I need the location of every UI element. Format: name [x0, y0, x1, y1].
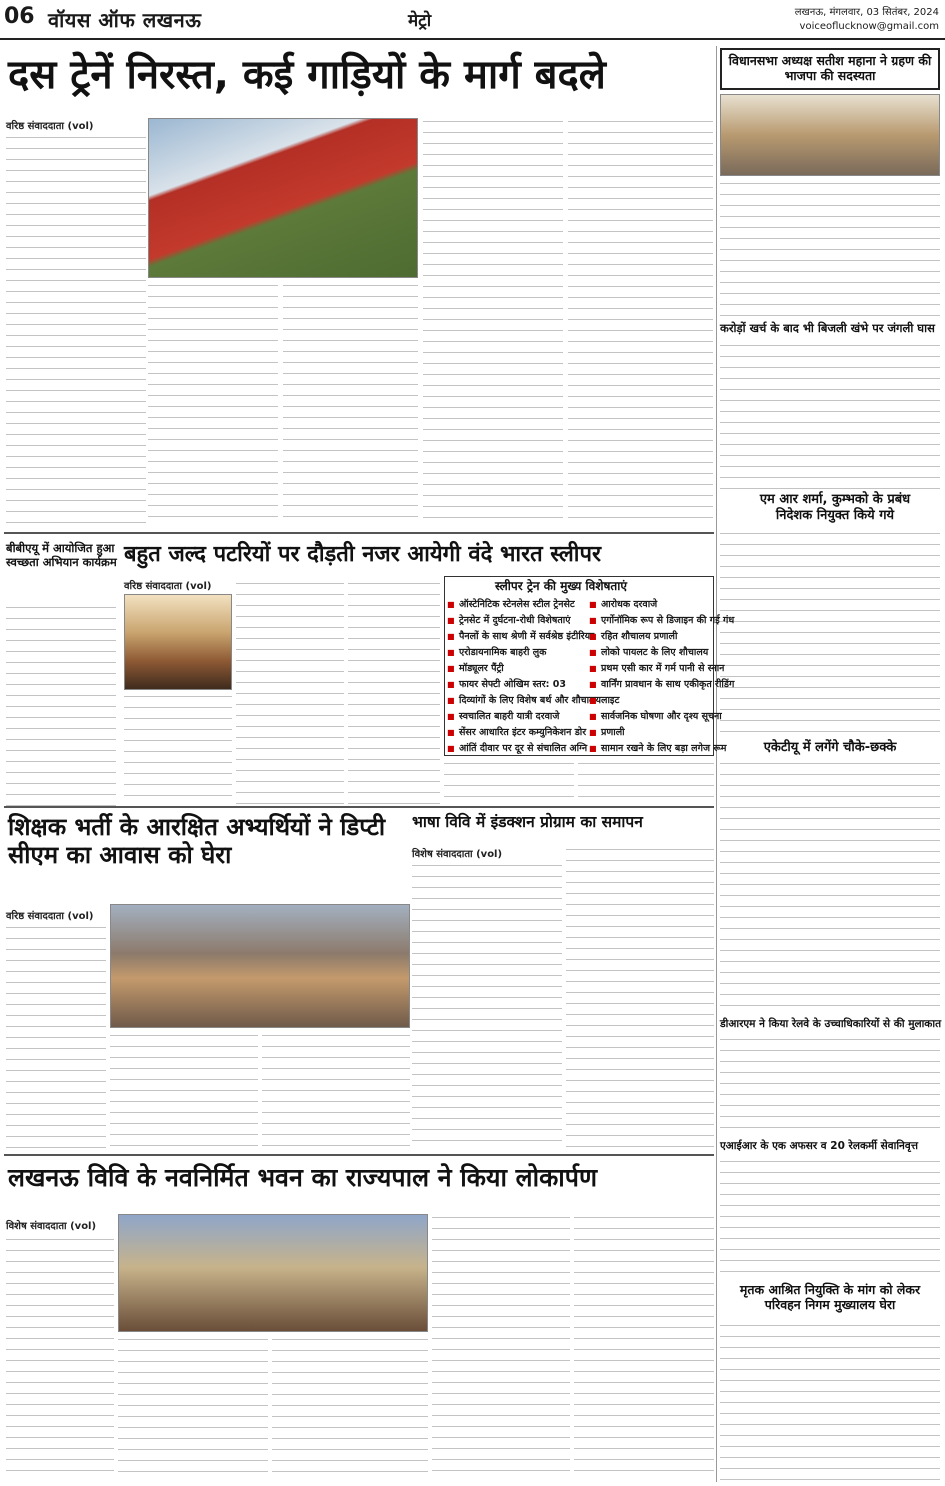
feature-item: ■ ऑस्टेनिटिक स्टेनलेस स्टील ट्रेनसेट [447, 597, 587, 613]
governor-col-2 [118, 1336, 268, 1480]
page-number: 06 [4, 4, 35, 29]
sleeper-photo [124, 594, 232, 690]
feature-item: ■ आंतिं दीवार पर दूर से संचालित अग्नि [447, 741, 587, 757]
vande-col-3 [348, 580, 440, 804]
side-headline-6: मृतक आश्रित नियुक्ति के मांग को लेकर परिवहन निगम मुख्यालय घेरा [739, 1282, 921, 1312]
side-body-1 [720, 342, 940, 490]
lead-col-2 [148, 282, 278, 526]
masthead [0, 0, 945, 40]
teacher-col-1 [6, 924, 106, 1150]
feature-item: ■ ट्रेनसेट में दुर्घटना-रोधी विशेषताएं [447, 613, 587, 629]
teacher-col-2 [110, 1032, 258, 1150]
protest-photo [110, 904, 410, 1028]
feature-item: ■ एरोडायनामिक बाहरी लुक [447, 645, 587, 661]
inauguration-photo [118, 1214, 428, 1332]
train-photo [148, 118, 418, 278]
column-divider [716, 46, 717, 1482]
feature-item: ■ स्वचालित बाहरी यात्री दरवाजे [447, 709, 587, 725]
features-box [444, 576, 735, 756]
side-headline-3: एकेटीयू में लगेंगे चौके-छक्के [763, 740, 897, 755]
governor-col-1 [6, 1236, 114, 1480]
bbau-headline: बीबीएयू में आयोजित हुआ स्वच्छता अभियान कार्यक्रम [6, 541, 117, 569]
induction-col-2 [566, 846, 714, 1150]
feature-item: ■ पैनलों के साथ श्रेणी में सर्वश्रेष्ठ इंटीरियर [447, 629, 587, 645]
governor-byline: विशेष संवाददाता (vol) [6, 1221, 97, 1232]
feature-item: ■ सेंसर आधारित इंटर कम्युनिकेशन डोर [447, 725, 587, 741]
divider [4, 806, 714, 808]
vande-headline: बहुत जल्द पटरियों पर दौड़ती नजर आयेगी वंदे भारत स्लीपर [124, 542, 601, 567]
governor-col-4 [432, 1214, 570, 1480]
feature-item: ■ फायर सेफ्टी ओखिम स्तर: 03 [447, 677, 587, 693]
contact-email: voiceoflucknow@gmail.com [799, 21, 939, 32]
vande-col-5 [578, 760, 714, 804]
feature-item: ■ लोको पायलट के लिए शौचालय [589, 645, 713, 661]
teacher-col-3 [262, 1032, 410, 1150]
governor-col-5 [574, 1214, 714, 1480]
speaker-headline-box [720, 48, 940, 90]
lead-col-1 [6, 134, 146, 526]
divider [4, 1154, 714, 1156]
lead-col-5 [568, 118, 713, 526]
side-body-4 [720, 1036, 940, 1138]
side-headline-2: एम आर शर्मा, कुम्भको के प्रबंध निदेशक नियुक्त किये गये [759, 492, 911, 523]
induction-byline: विशेष संवाददाता (vol) [412, 849, 503, 860]
feature-item: ■ आरोधक दरवाजे [589, 597, 713, 613]
features-list-left [447, 597, 601, 755]
feature-item: ■ मॉड्यूलर पैंट्री [447, 661, 587, 677]
induction-col-1 [412, 862, 562, 1150]
governor-headline: लखनऊ विवि के नवनिर्मित भवन का राज्यपाल ने किया लोकार्पण [8, 1163, 598, 1192]
speaker-photo [720, 94, 940, 176]
feature-item: ■ प्रथम एसी कार में गर्म पानी से स्नान [589, 661, 713, 677]
feature-item: ■ रहित शौचालय प्रणाली [589, 629, 713, 645]
lead-byline: वरिष्ठ संवाददाता (vol) [6, 121, 94, 132]
teacher-headline: शिक्षक भर्ती के आरक्षित अभ्यर्थियों ने डिप्टी सीएम का आवास को घेरा [8, 813, 386, 869]
newspaper-brand: वॉयस ऑफ लखनऊ [48, 8, 202, 32]
speaker-headline: विधानसभा अध्यक्ष सतीश महाना ने ग्रहण की भाजपा की सदस्यता [728, 53, 932, 83]
dateline [795, 6, 939, 34]
bbau-body [6, 604, 116, 812]
governor-col-3 [272, 1336, 428, 1480]
feature-item: ■ प्रणाली [589, 725, 713, 741]
side-body-5 [720, 1158, 940, 1280]
lead-col-4 [423, 118, 563, 526]
feature-item: ■ वार्निंग प्रावधान के साथ एकीकृत रीडिंग [589, 677, 713, 693]
speaker-body [720, 180, 940, 318]
features-title: स्लीपर ट्रेन की मुख्य विशेषताएं [495, 579, 627, 593]
features-list-right [589, 597, 735, 755]
teacher-byline: वरिष्ठ संवाददाता (vol) [6, 911, 94, 922]
side-headline-5: एआईआर के एक अफसर व 20 रेलकर्मी सेवानिवृत्त [720, 1140, 918, 1152]
side-body-2 [720, 530, 940, 738]
vande-col-2 [236, 580, 344, 804]
vande-byline: वरिष्ठ संवाददाता (vol) [124, 581, 212, 592]
issue-date: लखनऊ, मंगलवार, 03 सितंबर, 2024 [794, 7, 939, 18]
section-label: मेट्रो [408, 11, 432, 31]
side-headline-1: करोड़ों खर्च के बाद भी बिजली खंभे पर जंगली घास [720, 321, 935, 335]
feature-item: ■ दिव्यांगों के लिए विशेष बर्थ और शौचालय [447, 693, 587, 709]
lead-col-3 [283, 282, 418, 526]
lead-headline: दस ट्रेनें निरस्त, कई गाड़ियों के मार्ग बदले [8, 52, 606, 98]
feature-item: ■ सामान रखने के लिए बड़ा लगेज रूम [589, 741, 713, 757]
vande-col-4 [444, 760, 574, 804]
side-headline-4: डीआरएम ने किया रेलवे के उच्चाधिकारियों से की मुलाकात [720, 1018, 942, 1030]
side-body-3 [720, 760, 940, 1016]
feature-item: ■ एर्गोनॉमिक रूप से डिजाइन की गई गंध [589, 613, 713, 629]
divider [4, 532, 714, 534]
induction-headline: भाषा विवि में इंडक्शन प्रोग्राम का समापन [412, 813, 643, 831]
feature-item: ■ लाइट [589, 693, 713, 709]
feature-item: ■ सार्वजनिक घोषणा और दृश्य सूचना [589, 709, 713, 725]
side-body-6 [720, 1322, 940, 1480]
